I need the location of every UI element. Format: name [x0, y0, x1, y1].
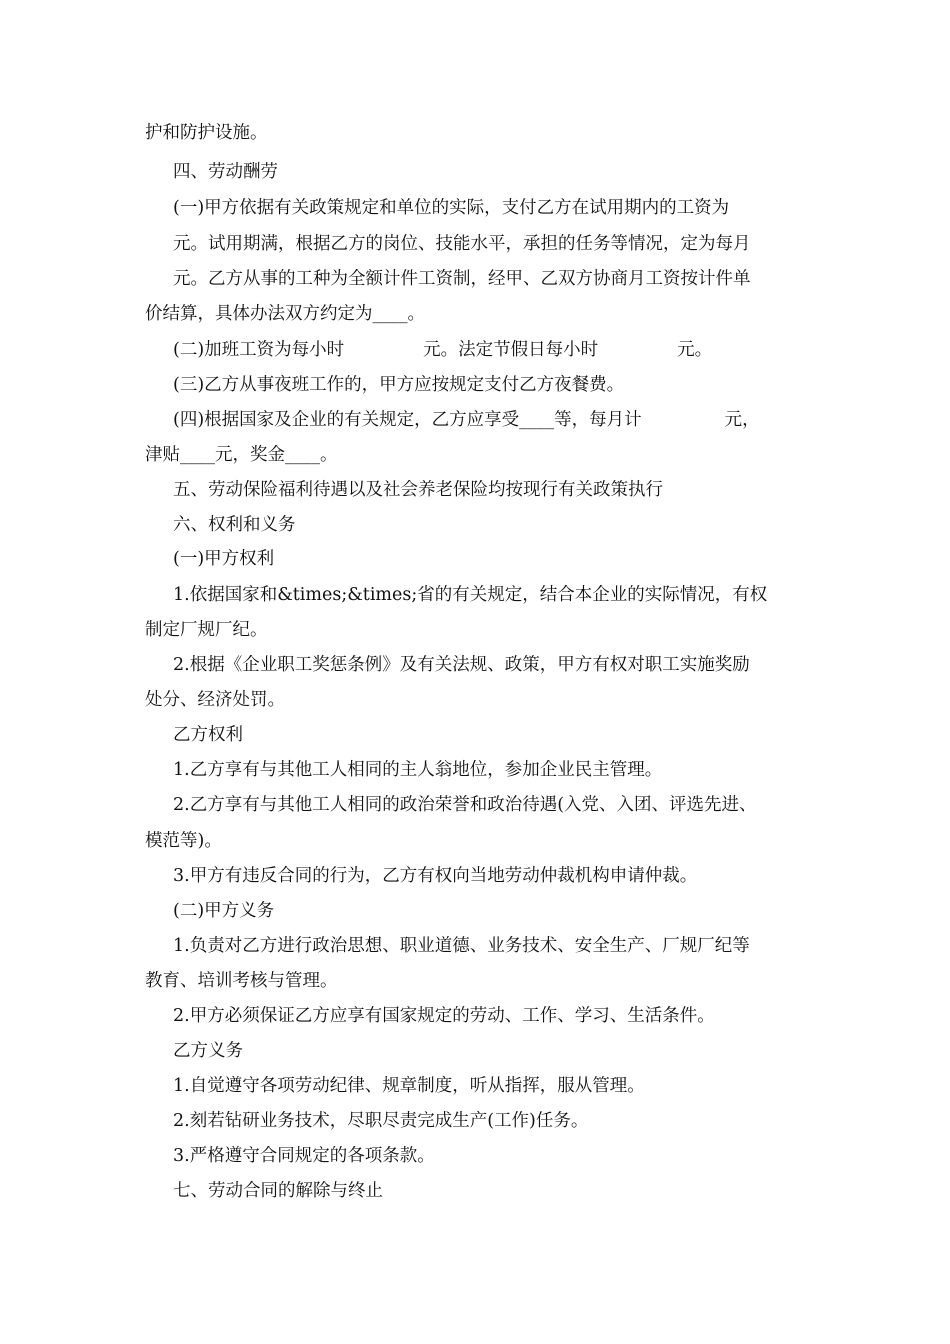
- subsection-heading: 乙方权利: [173, 725, 243, 745]
- text-line: 2.根据《企业职工奖惩条例》及有关法规、政策，甲方有权对职工实施奖励: [173, 655, 750, 675]
- text-line: 元。乙方从事的工种为全额计件工资制，经甲、乙双方协商月工资按计件单: [173, 269, 751, 289]
- text-line: 2.乙方享有与其他工人相同的政治荣誉和政治待遇(入党、入团、评选先进、: [173, 795, 757, 815]
- subsection-heading: (一)甲方权利: [173, 549, 275, 569]
- subsection-heading: (二)甲方义务: [173, 901, 275, 921]
- text-fragment: 元。法定节假日每小时: [423, 340, 599, 360]
- text-line: 3.严格遵守合同规定的各项条款。: [173, 1146, 435, 1166]
- text-fragment: 元，: [724, 410, 760, 430]
- text-line: 2.刻若钻研业务技术，尽职尽责完成生产(工作)任务。: [173, 1111, 589, 1131]
- text-line: 2.甲方必须保证乙方应享有国家规定的劳动、工作、学习、生活条件。: [173, 1006, 715, 1026]
- text-line: 模范等)。: [145, 831, 222, 851]
- subsection-heading: 乙方义务: [173, 1041, 243, 1061]
- text-line: 1.自觉遵守各项劳动纪律、规章制度，听从指挥，服从管理。: [173, 1076, 645, 1096]
- text-line: 1.依据国家和&times;&times;省的有关规定，结合本企业的实际情况，有权: [173, 585, 768, 605]
- text-fragment: (四)根据国家及企业的有关规定，乙方应享受____等，每月计: [173, 410, 642, 430]
- text-line: 3.甲方有违反合同的行为，乙方有权向当地劳动仲裁机构申请仲裁。: [173, 866, 698, 886]
- text-line: [173, 338, 712, 362]
- text-line: [173, 408, 760, 432]
- text-line: 护和防护设施。: [145, 123, 268, 143]
- text-line: 1.乙方享有与其他工人相同的主人翁地位，参加企业民主管理。: [173, 760, 663, 780]
- text-fragment: 元。: [677, 340, 713, 360]
- section-heading: 四、劳动酬劳: [173, 162, 278, 182]
- text-line: 制定厂规厂纪。: [145, 620, 268, 640]
- text-line: 教育、培训考核与管理。: [145, 971, 338, 991]
- section-heading: 五、劳动保险福利待遇以及社会养老保险均按现行有关政策执行: [173, 480, 663, 500]
- text-line: 元。试用期满，根据乙方的岗位、技能水平，承担的任务等情况，定为每月: [173, 234, 751, 254]
- text-line: 处分、经济处罚。: [145, 690, 285, 710]
- text-line: (一)甲方依据有关政策规定和单位的实际，支付乙方在试用期内的工资为: [173, 198, 730, 218]
- text-line: 1.负责对乙方进行政治思想、职业道德、业务技术、安全生产、厂规厂纪等: [173, 936, 750, 956]
- section-heading: 六、权利和义务: [173, 515, 296, 535]
- text-line: (三)乙方从事夜班工作的，甲方应按规定支付乙方夜餐费。: [173, 375, 625, 395]
- text-line: 价结算，具体办法双方约定为____。: [145, 304, 425, 324]
- section-heading: 七、劳动合同的解除与终止: [173, 1181, 383, 1201]
- text-fragment: (二)加班工资为每小时: [173, 340, 345, 360]
- text-line: 津贴____元，奖金____。: [145, 445, 338, 465]
